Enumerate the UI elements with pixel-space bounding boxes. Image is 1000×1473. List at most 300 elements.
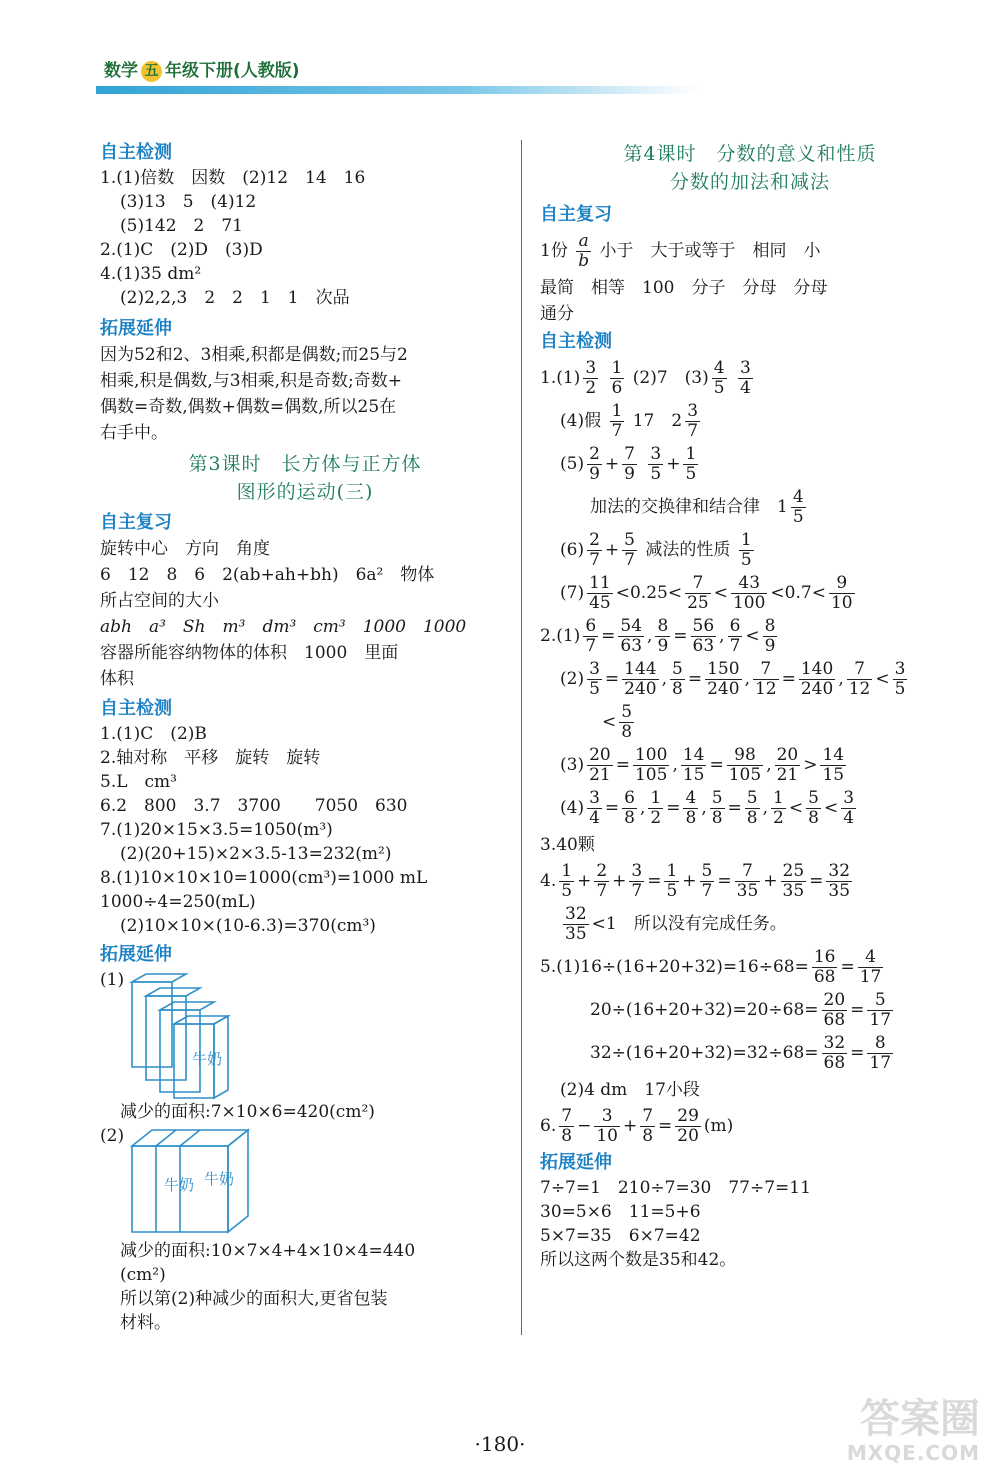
fraction (710, 789, 725, 828)
denominator: 8 (621, 722, 633, 742)
denominator: 240 (624, 679, 657, 699)
fraction (763, 617, 778, 656)
fraction (610, 402, 625, 441)
answer-line: (3) $\frac{20}{21}$ = $\frac{100}{105}$ , $\frac{14}{15}$ = $\frac{98}{105}$ , $\frac{20}{21}$ > $\frac{14}{15}$ (560, 745, 845, 785)
fraction (587, 531, 602, 570)
denominator: 25 (687, 593, 709, 613)
answer-line: (3)13 5 (4)12 (120, 192, 257, 212)
answer-line: 30=5×6 11=5+6 (540, 1202, 701, 1222)
fraction (587, 789, 602, 828)
answer-line: (cm²) (120, 1265, 166, 1285)
answer-line: (5) $\frac{2}{9}$ + $\frac{7}{9}$ $\frac{3}{5}$ + $\frac{1}{5}$ (560, 444, 697, 484)
denominator: 63 (620, 636, 643, 656)
fraction (775, 746, 801, 785)
page-number: ·180· (474, 1432, 526, 1456)
section-heading: 自主复习 (540, 204, 612, 225)
fraction (738, 359, 753, 398)
denominator: 8 (808, 808, 819, 828)
fraction (587, 660, 602, 699)
denominator: 9 (589, 464, 600, 484)
numerator: 6 (624, 788, 635, 808)
denominator: 68 (813, 967, 836, 987)
denominator: 7 (701, 881, 713, 901)
text: (4) (560, 798, 585, 818)
fraction (594, 1107, 620, 1146)
fraction (691, 617, 717, 656)
text: 6. (540, 1116, 557, 1136)
fraction (685, 402, 700, 441)
denominator: 9 (657, 636, 669, 656)
grade-badge: 五 (141, 61, 162, 82)
denominator: 45 (589, 593, 611, 613)
answer-line: 1.(1)C (2)B (100, 724, 207, 744)
answer-line: 32÷(16+20+32)=32÷68= $\frac{32}{68}$ = $\frac{8}{17}$ (590, 1033, 892, 1073)
fraction (826, 862, 852, 901)
fraction (622, 531, 637, 570)
text: 4. (540, 871, 557, 891)
fraction (841, 789, 856, 828)
numerator: 3 (740, 358, 751, 378)
answer-line: 4.(1)35 dm² (100, 264, 202, 284)
fraction (829, 574, 855, 613)
fraction (576, 232, 591, 271)
numerator: 8 (867, 1034, 893, 1054)
answer-line (540, 402, 960, 441)
answer-line (540, 232, 960, 271)
fraction (633, 746, 669, 785)
numerator: 29 (677, 1106, 699, 1126)
fraction (712, 359, 727, 398)
answer-line: 体积 (100, 669, 134, 689)
denominator: 8 (746, 808, 758, 828)
denominator: 7 (729, 636, 741, 656)
numerator: 5 (672, 659, 683, 679)
numerator: 8 (764, 616, 776, 636)
text: (3) (560, 755, 585, 775)
denominator: 15 (822, 765, 845, 785)
text: (2)7 (3) (632, 368, 709, 388)
answer-line: 1000÷4=250(mL) (100, 892, 256, 912)
answer-line: (4) $\frac{3}{4}$ = $\frac{6}{8}$ , $\frac{1}{2}$ = $\frac{4}{8}$ , $\frac{5}{8}$ = $\frac{5}{8}$ , $\frac{1}{2}$ < $\frac{5}{8}$ < $\frac{3}{4}$ (560, 788, 855, 828)
fraction (728, 617, 743, 656)
denominator: 9 (624, 464, 635, 484)
text: (m) (703, 1116, 734, 1136)
fraction (622, 789, 637, 828)
denominator: 8 (672, 679, 683, 699)
numerator: 56 (692, 616, 715, 636)
fraction (739, 531, 754, 570)
lesson-title: 第3课时 长方体与正方体 (188, 453, 422, 475)
answer-line: (2) $\frac{3}{5}$ = $\frac{144}{240}$ , $\frac{5}{8}$ = $\frac{150}{240}$ , $\frac{7}{12}$ = $\frac{140}{240}$ , $\frac{7}{12}$ < $\frac{3}{5}$ (560, 659, 906, 699)
answer-line: (2)4 dm 17小段 (560, 1080, 700, 1100)
numerator: 1 (561, 861, 573, 881)
numerator: 32 (823, 1033, 846, 1053)
denominator: 4 (843, 808, 855, 828)
fraction (781, 862, 807, 901)
denominator: 5 (894, 679, 906, 699)
fraction (745, 789, 760, 828)
denominator: 7 (631, 881, 643, 901)
fraction (685, 574, 711, 613)
section-heading: 自主检测 (100, 698, 172, 719)
denominator: 8 (561, 1126, 573, 1146)
fraction (587, 574, 613, 613)
denominator: 240 (800, 679, 834, 699)
numerator: 150 (707, 659, 740, 679)
fraction (820, 746, 846, 785)
answer-line: 减少的面积:7×10×6=420(cm²) (120, 1102, 375, 1122)
numerator: 5 (624, 530, 635, 550)
fraction (806, 789, 821, 828)
text: 17 2 (632, 411, 683, 431)
denominator: 4 (589, 808, 600, 828)
denominator: 7 (596, 881, 608, 901)
answer-line: 最简 相等 100 分子 分母 分母 (540, 278, 828, 298)
answer-line: 5.L cm³ (100, 772, 177, 792)
text: 2.(1) (540, 626, 581, 646)
numerator: 3 (585, 358, 597, 378)
answer-line: 20÷(16+20+32)=20÷68= $\frac{20}{68}$ = $\frac{5}{17}$ (590, 990, 892, 1030)
denominator: 68 (823, 1053, 846, 1073)
fraction (622, 445, 637, 484)
fraction (610, 359, 625, 398)
denominator: 35 (736, 881, 759, 901)
section-heading: 拓展延伸 (100, 318, 172, 339)
denominator: 5 (650, 464, 662, 484)
numerator: 5 (701, 861, 713, 881)
fraction (622, 660, 658, 699)
denominator: 8 (642, 1126, 654, 1146)
fraction (705, 660, 741, 699)
answer-line: 旋转中心 方向 角度 (100, 539, 270, 559)
denominator: 8 (711, 808, 723, 828)
fraction (822, 991, 848, 1030)
header-bar (96, 86, 700, 94)
answer-line: 5.(1)16÷(16+20+32)=16÷68= $\frac{16}{68}$ = $\frac{4}{17}$ (540, 947, 882, 987)
milk-boxes-figure-1 (128, 972, 248, 1100)
text: (2) (560, 669, 585, 689)
answer-line: (2)(20+15)×2×3.5-13=232(m²) (120, 844, 392, 864)
denominator: 12 (754, 679, 777, 699)
numerator: 3 (687, 401, 699, 421)
answer-line: 6. $\frac{7}{8}$ − $\frac{3}{10}$ + $\frac{7}{8}$ = $\frac{29}{20}$ (m) (540, 1106, 734, 1146)
denominator: 17 (859, 967, 882, 987)
numerator: 1 (740, 530, 752, 550)
fraction (559, 862, 574, 901)
numerator: 2 (589, 530, 600, 550)
section-heading: 自主检测 (540, 331, 612, 352)
milk-label: 牛奶 (204, 1170, 235, 1188)
figure-label: (2) (100, 1126, 125, 1146)
answer-line: 7÷7=1 210÷7=30 77÷7=11 (540, 1178, 811, 1198)
numerator: 140 (800, 659, 834, 679)
numerator: 3 (894, 659, 906, 679)
fraction (648, 445, 663, 484)
denominator: 68 (823, 1010, 846, 1030)
denominator: 240 (707, 679, 740, 699)
answer-line: 6.2 800 3.7 3700 7050 630 (100, 796, 408, 816)
denominator: 5 (561, 881, 573, 901)
numerator: 1 (611, 401, 623, 421)
answer-line: 所以第(2)种减少的面积大,更省包装 (120, 1289, 388, 1309)
text: 32÷(16+20+32)=32÷68= (590, 1043, 819, 1063)
numerator: 1 (650, 788, 662, 808)
fraction (640, 1107, 655, 1146)
denominator: 7 (611, 421, 623, 441)
denominator: 10 (596, 1126, 618, 1146)
section-heading: 拓展延伸 (100, 944, 172, 965)
page-header (0, 0, 1000, 100)
lesson-subtitle: 图形的运动(三) (236, 481, 374, 503)
numerator: 7 (735, 862, 761, 882)
denominator: 21 (776, 765, 799, 785)
answer-line (540, 488, 960, 527)
numerator: 3 (650, 444, 662, 464)
answer-line: 8.(1)10×10×10=1000(cm³)=1000 mL (100, 868, 428, 888)
numerator: 4 (858, 948, 884, 968)
answer-line: 1.(1)倍数 因数 (2)12 14 16 (100, 168, 366, 188)
denominator: 2 (773, 808, 784, 828)
numerator: 8 (657, 616, 669, 636)
denominator: 5 (685, 464, 697, 484)
fraction (683, 445, 698, 484)
text: 1份 (540, 241, 568, 261)
denominator: 5 (792, 507, 804, 527)
denominator: 5 (666, 881, 678, 901)
fraction (681, 746, 707, 785)
denominator: 5 (589, 679, 600, 699)
answer-line: 7.(1)20×15×3.5=1050(m³) (100, 820, 333, 840)
denominator: 21 (589, 765, 611, 785)
numerator: 1 (611, 358, 623, 378)
answer-line: 相乘,积是偶数,与3相乘,积是奇数;奇数+ (100, 371, 402, 391)
answer-line: 2.(1)C (2)D (3)D (100, 240, 263, 260)
answer-line: 右手中。 (100, 423, 168, 443)
text: 加法的交换律和结合律 1 (590, 497, 788, 517)
numerator: 4 (685, 788, 697, 808)
numerator: 14 (682, 745, 705, 765)
fraction (563, 905, 589, 944)
numerator: 2 (596, 861, 608, 881)
fraction (735, 862, 761, 901)
numerator: 3 (631, 861, 643, 881)
numerator: 5 (867, 991, 893, 1011)
fraction (753, 660, 779, 699)
lesson-subtitle: 分数的加法和减法 (669, 171, 830, 193)
denominator: 17 (869, 1053, 892, 1073)
answer-line: 因为52和2、3相乘,积都是偶数;而25与2 (100, 345, 408, 365)
fraction (867, 1034, 893, 1073)
fraction (812, 948, 838, 987)
fraction (619, 703, 634, 742)
numerator: 11 (589, 573, 611, 593)
denominator: 5 (740, 550, 752, 570)
denominator: 7 (585, 636, 597, 656)
milk-label: 牛奶 (164, 1176, 195, 1194)
denominator: 15 (682, 765, 705, 785)
denominator: 35 (782, 881, 805, 901)
fraction (771, 789, 786, 828)
text: <1 所以没有完成任务。 (591, 914, 787, 934)
numerator: 7 (685, 574, 711, 594)
answer-line: (7) $\frac{11}{45}$ <0.25< $\frac{7}{25}$ < $\frac{43}{100}$ <0.7< $\frac{9}{10}$ (560, 573, 853, 613)
answer-line: (6) $\frac{2}{7}$ + $\frac{5}{7}$ 减法的性质 $\frac{1}{5}$ (560, 530, 752, 570)
numerator: 16 (813, 947, 836, 967)
numerator: 1 (666, 861, 678, 881)
numerator: 5 (746, 788, 758, 808)
figure-label: (1) (100, 970, 125, 990)
numerator: 7 (624, 444, 635, 464)
denominator: 5 (713, 378, 725, 398)
numerator: 5 (621, 702, 633, 722)
answer-line: 5×7=35 6×7=42 (540, 1226, 701, 1246)
figure-1 (100, 968, 510, 1098)
fraction (893, 660, 908, 699)
fraction (664, 862, 679, 901)
numerator: 32 (565, 904, 587, 924)
figure-2 (100, 1124, 510, 1239)
fraction (683, 789, 698, 828)
denominator: 7 (624, 550, 635, 570)
answer-line: < $\frac{5}{8}$ (602, 702, 633, 742)
denominator: 17 (869, 1010, 892, 1030)
fraction (587, 746, 613, 785)
numerator: 5 (808, 788, 819, 808)
column-divider (521, 140, 522, 1335)
text: 20÷(16+20+32)=20÷68= (590, 1000, 819, 1020)
section-heading: 自主检测 (100, 142, 172, 163)
fraction (847, 660, 873, 699)
answer-line: 6 12 8 6 2(ab+ah+bh) 6a² 物体 (100, 565, 435, 585)
numerator: 9 (829, 574, 855, 594)
left-column (100, 140, 510, 1335)
fraction (583, 617, 598, 656)
text: (5) (560, 454, 585, 474)
text: <0.7< (770, 583, 826, 603)
denominator: 8 (624, 808, 635, 828)
answer-line: 4. $\frac{1}{5}$ + $\frac{2}{7}$ + $\frac{3}{7}$ = $\frac{1}{5}$ + $\frac{5}{7}$ = $\frac{7}{35}$ + $\frac{25}{35}$ = $\frac{32}{35}$ (540, 861, 851, 901)
grade-text: 年级下册(人教版) (165, 61, 300, 81)
answer-line: 材料。 (120, 1313, 171, 1333)
denominator: 12 (848, 679, 871, 699)
fraction (799, 660, 835, 699)
watermark-url: MXQE.COM (846, 1441, 980, 1465)
answer-line (540, 905, 960, 944)
numerator: 1 (685, 444, 697, 464)
numerator: 100 (634, 745, 668, 765)
denominator: 100 (732, 593, 766, 613)
answer-line: 减少的面积:10×7×4+4×10×4=440 (120, 1241, 416, 1261)
text: 减法的性质 (645, 540, 731, 560)
denominator: 2 (650, 808, 662, 828)
fraction (583, 359, 598, 398)
answer-line: (2)2,2,3 2 2 1 1 次品 (120, 288, 350, 308)
fraction (822, 1034, 848, 1073)
numerator: 20 (776, 745, 799, 765)
numerator: 54 (620, 616, 643, 636)
fraction (594, 862, 609, 901)
answer-line: 2.轴对称 平移 旋转 旋转 (100, 748, 321, 768)
fraction (559, 1107, 574, 1146)
numerator: 3 (594, 1107, 620, 1127)
answer-line: 3.40颗 (540, 835, 595, 855)
numerator: 3 (843, 788, 855, 808)
fraction (629, 862, 644, 901)
numerator: a (576, 232, 591, 252)
watermark (847, 1397, 980, 1465)
text: (6) (560, 540, 585, 560)
denominator: 35 (828, 881, 851, 901)
answer-line (540, 359, 960, 398)
numerator: 7 (753, 660, 779, 680)
fraction (648, 789, 663, 828)
denominator: 105 (728, 765, 762, 785)
answer-line: (2)10×10×(10-6.3)=370(cm³) (120, 916, 376, 936)
fraction (655, 617, 670, 656)
numerator: 4 (792, 487, 804, 507)
fraction (618, 617, 644, 656)
numerator: 43 (731, 574, 767, 594)
numerator: 20 (589, 745, 611, 765)
watermark-text: 答案圈 (860, 1396, 980, 1442)
numerator: 14 (822, 745, 845, 765)
numerator: 6 (729, 616, 741, 636)
numerator: 7 (561, 1106, 573, 1126)
fraction (867, 991, 893, 1030)
answer-line: 2.(1) $\frac{6}{7}$ = $\frac{54}{63}$ , $\frac{8}{9}$ = $\frac{56}{63}$ , $\frac{6}{7}$ < $\frac{8}{9}$ (540, 616, 776, 656)
book-title (104, 56, 300, 82)
numerator: 25 (782, 861, 805, 881)
right-column (540, 140, 960, 1272)
answer-line: 通分 (540, 304, 574, 324)
fraction (587, 445, 602, 484)
fraction (731, 574, 767, 613)
fraction (791, 488, 806, 527)
denominator: b (578, 251, 590, 271)
fraction (858, 948, 884, 987)
denominator: 9 (764, 636, 776, 656)
fraction (675, 1107, 701, 1146)
subject-text: 数学 (104, 61, 138, 81)
numerator: 1 (773, 788, 784, 808)
numerator: 7 (642, 1106, 654, 1126)
denominator: 7 (687, 421, 699, 441)
numerator: 32 (828, 861, 851, 881)
numerator: 6 (585, 616, 597, 636)
answer-line: abh a³ Sh m³ dm³ cm³ 1000 1000 (100, 617, 467, 637)
numerator: 7 (847, 660, 873, 680)
denominator: 105 (634, 765, 668, 785)
denominator: 35 (565, 924, 587, 944)
numerator: 3 (589, 659, 600, 679)
text: <0.25< (615, 583, 683, 603)
answer-line: 偶数=奇数,偶数+偶数=偶数,所以25在 (100, 397, 397, 417)
numerator: 4 (713, 358, 725, 378)
denominator: 8 (685, 808, 697, 828)
numerator: 20 (823, 990, 846, 1010)
section-heading: 拓展延伸 (540, 1152, 612, 1173)
section-heading: 自主复习 (100, 512, 172, 533)
text: (4)假 (560, 411, 602, 431)
text: (7) (560, 583, 585, 603)
text: 小于 大于或等于 相同 小 (599, 241, 821, 261)
denominator: 20 (677, 1126, 699, 1146)
answer-line: 所占空间的大小 (100, 591, 219, 611)
denominator: 10 (830, 593, 853, 613)
denominator: 2 (585, 378, 597, 398)
answer-line: (5)142 2 71 (120, 216, 243, 236)
denominator: 7 (589, 550, 600, 570)
